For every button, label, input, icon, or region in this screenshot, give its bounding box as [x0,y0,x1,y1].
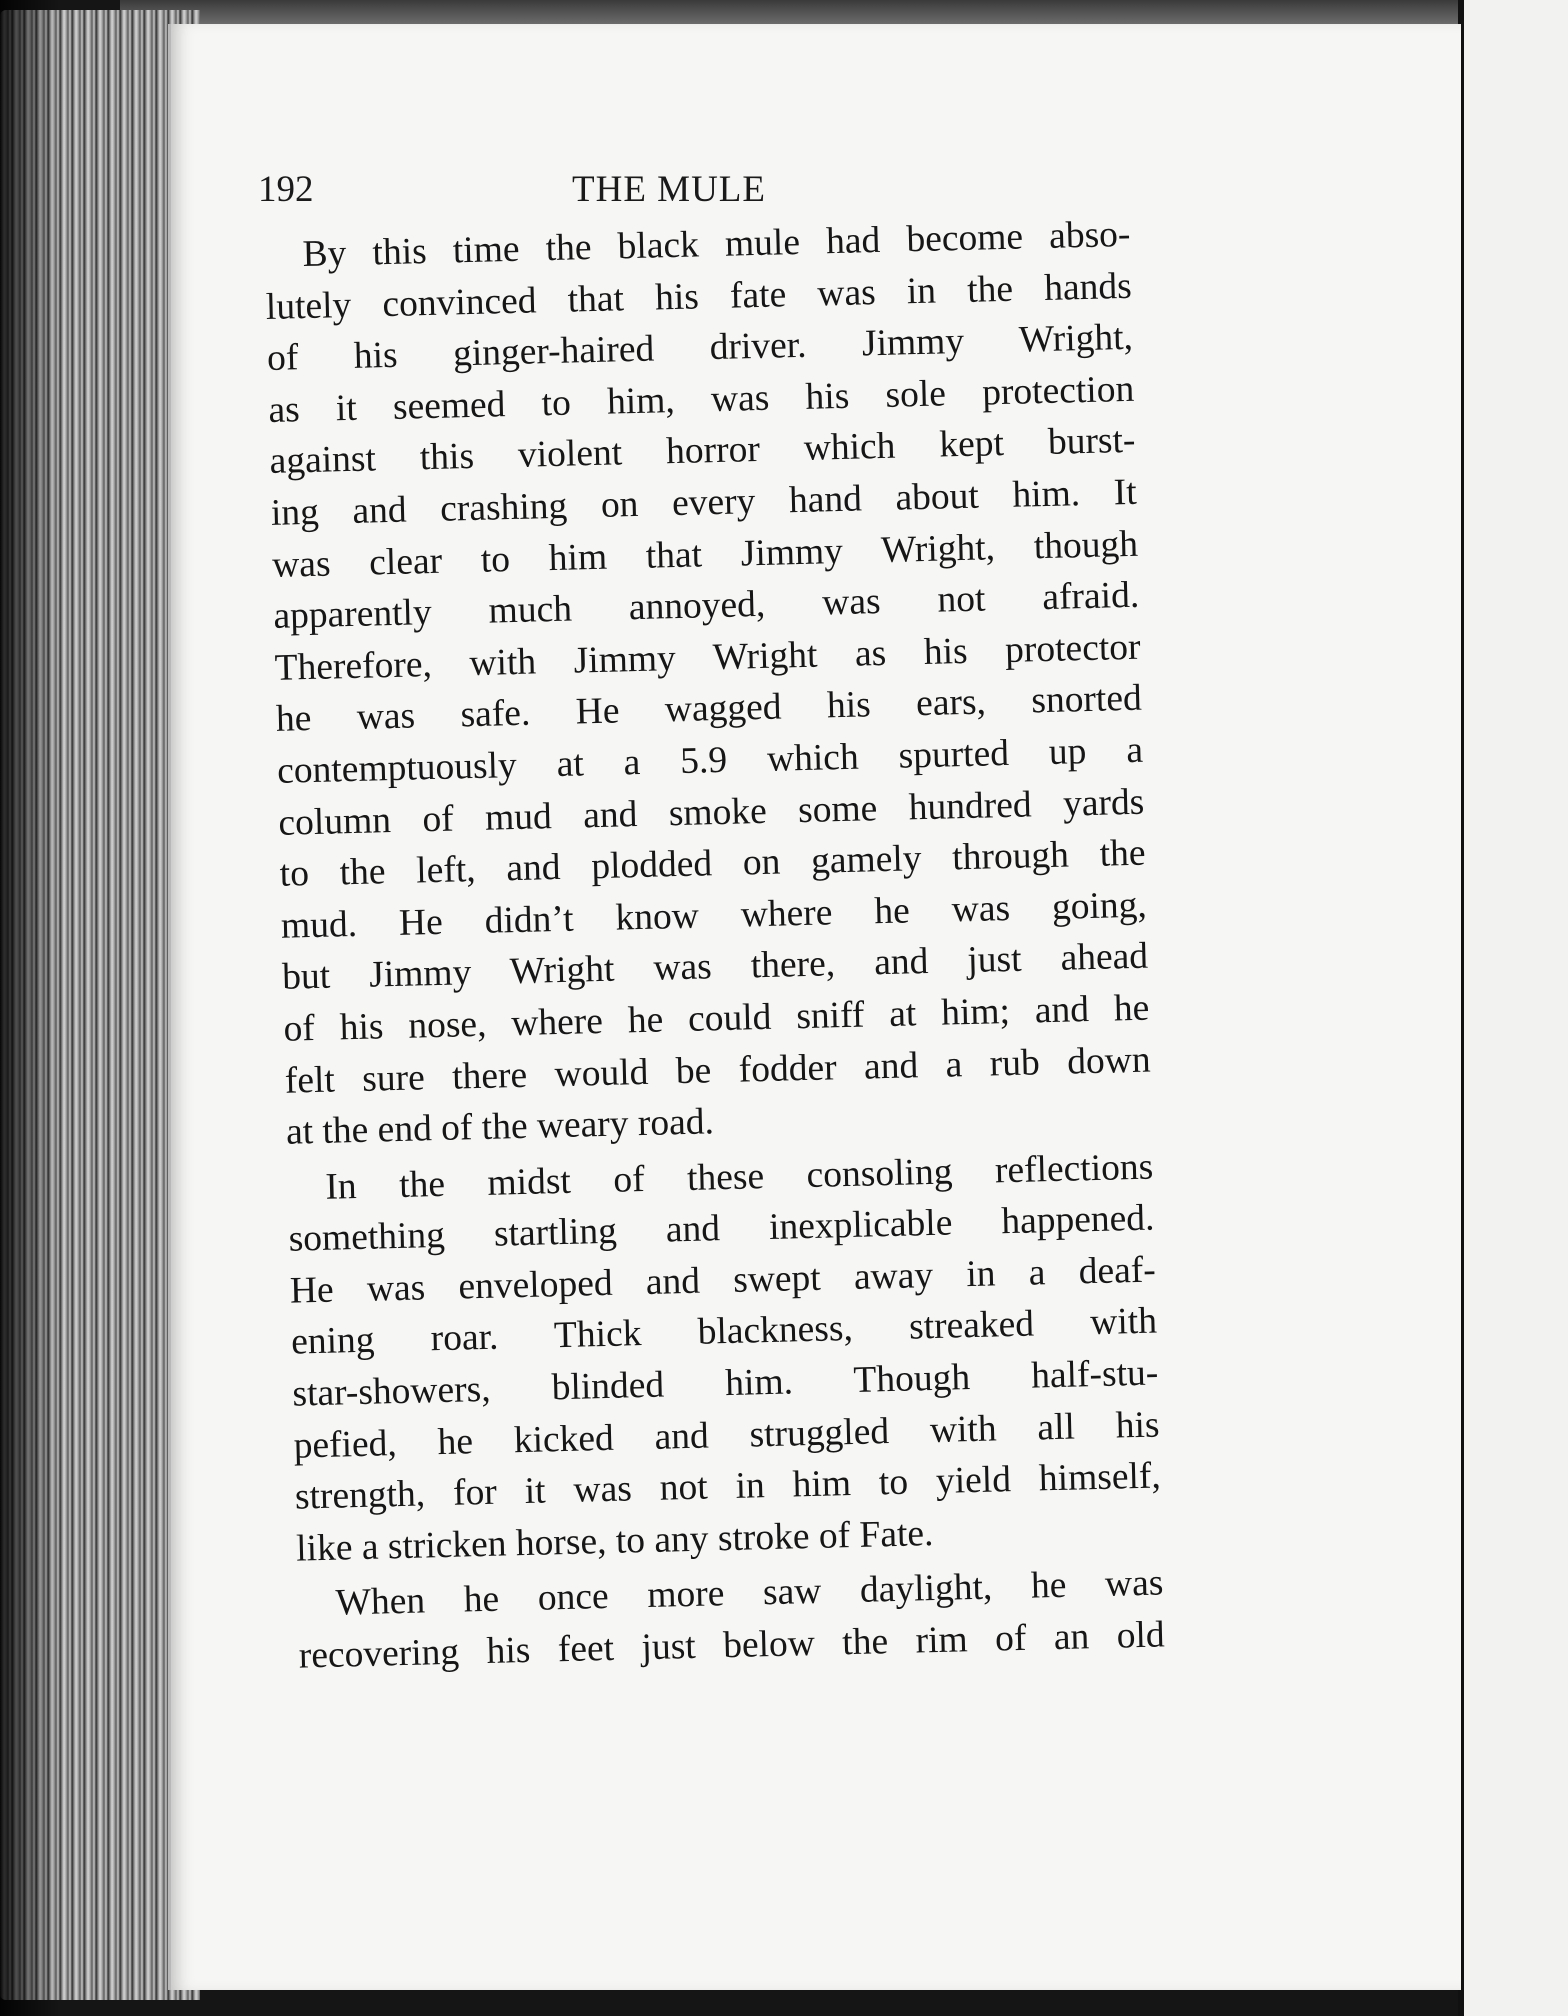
text-line: contemptuously at a 5.9 which spurted up a [276,729,1144,792]
text-line: strength, for it was not in him to yield himself, [294,1455,1162,1518]
text-line: like a stricken horse, to any stroke of Fate. [295,1512,934,1570]
page-number: 192 [258,169,314,210]
text-line: column of mud and smoke some hundred yards [277,781,1145,844]
text-line: to the left, and plodded on gamely through the [279,832,1146,895]
text-line: ening roar. Thick blackness, streaked with [290,1300,1158,1364]
text-line: as it seemed to him, was his sole protection [267,368,1135,431]
running-title: THE MULE [572,169,766,210]
text-line: By this time the black mule had become abso- [302,213,1131,276]
text-line: at the end of the weary road. [285,1101,715,1153]
text-line: something startling and inexplicable happened. [288,1197,1155,1260]
text-line: recovering his feet just below the rim of an old [298,1614,1166,1677]
text-line: pefied, he kicked and struggled with all his [293,1404,1160,1467]
text-line: was clear to him that Jimmy Wright, though [271,523,1139,586]
edge-shadow [0,0,60,2016]
paragraph-2 [287,1141,1163,1575]
text-line: ing and crashing on every hand about him. It [270,471,1138,534]
text-line: felt sure there would be fodder and a rub down [284,1039,1152,1102]
text-line: Therefore, with Jimmy Wright as his protector [274,626,1141,689]
text-line: against this violent horror which kept burst- [269,420,1136,483]
body-text [264,209,1165,1686]
text-line: lutely convinced that his fate was in the hands [265,265,1133,328]
paragraph-3 [297,1558,1165,1682]
text-line: He was enveloped and swept away in a deaf- [289,1249,1157,1312]
text-line: When he once more saw daylight, he was [335,1562,1164,1625]
text-line: he was safe. He wagged his ears, snorted [275,678,1143,741]
text-line: apparently much annoyed, was not afraid. [272,574,1140,638]
paragraph-1 [264,209,1152,1159]
text-line: but Jimmy Wright was there, and just ahead [281,935,1149,999]
page-header [258,168,1048,218]
text-line: star-showers, blinded him. Though half-stu- [291,1352,1159,1415]
text-line: of his nose, where he could sniff at him; and he [283,987,1150,1050]
facing-page [1458,0,1568,2016]
text-line: In the midst of these consoling reflections [324,1146,1154,1208]
text-line: mud. He didn’t know where he was going, [280,884,1148,947]
text-line: of his ginger-haired driver. Jimmy Wright, [266,316,1134,380]
